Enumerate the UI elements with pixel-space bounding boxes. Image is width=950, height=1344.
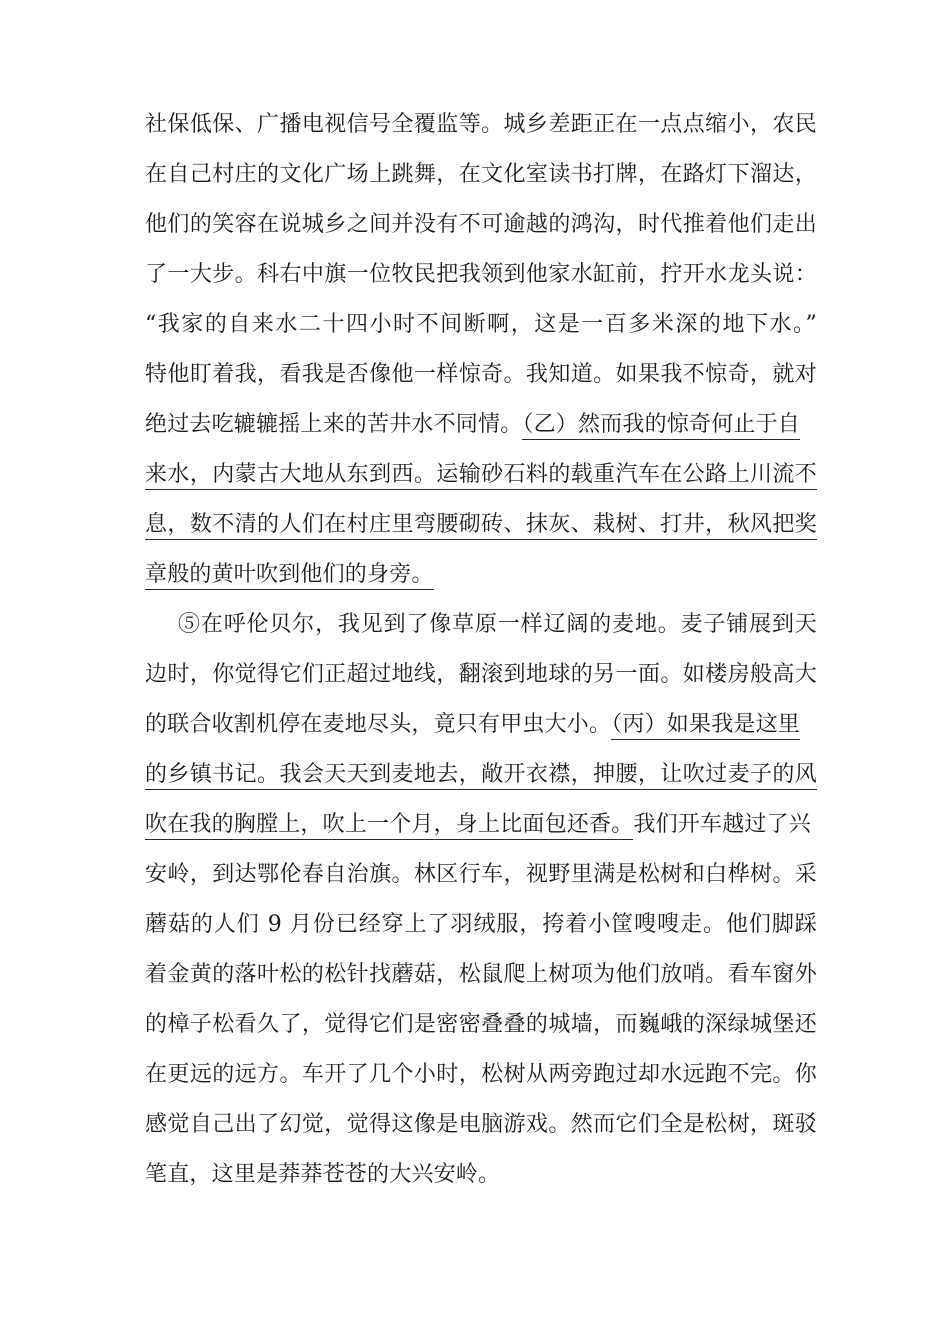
text-line [145, 400, 817, 450]
underlined-passage-bing: 的乡镇书记。我会天天到麦地去，敞开衣襟，抻腰，让吹过麦子的风 [145, 762, 817, 790]
underlined-passage-yi: 章般的黄叶吹到他们的身旁。 [145, 562, 434, 590]
text-line: 在自己村庄的文化广场上跳舞，在文化室读书打牌，在路灯下溜达， [145, 162, 817, 187]
text-line: 笔直，这里是莽莽苍苍的大兴安岭。 [145, 1162, 501, 1187]
text-segment: 的联合收割机停在麦地尽头，竟只有甲虫大小。 [145, 712, 612, 737]
text-line: 他们的笑容在说城乡之间并没有不可逾越的鸿沟，时代推着他们走出 [145, 212, 817, 237]
text-line: “我家的自来水二十四小时不间断啊，这是一百多米深的地下水。” [145, 312, 817, 337]
underlined-passage-yi: 来水，内蒙古大地从东到西。运输砂石料的载重汽车在公路上川流不 [145, 462, 817, 490]
text-segment: 我们开车越过了兴 [633, 812, 812, 837]
text-line: 安岭，到达鄂伦春自治旗。林区行车，视野里满是松树和白桦树。采 [145, 862, 817, 887]
underlined-passage-yi: 息，数不清的人们在村庄里弯腰砌砖、抹灰、栽树、打井，秋风把奖 [145, 512, 817, 540]
text-line: 蘑菇的人们 9 月份已经穿上了羽绒服，挎着小筐嗖嗖走。他们脚踩 [145, 912, 817, 937]
underlined-passage-yi: （乙）然而我的惊奇何止于自 [522, 412, 800, 440]
text-line: ⑤在呼伦贝尔，我见到了像草原一样辽阔的麦地。麦子铺展到天 [178, 612, 817, 637]
text-line: 在更远的远方。车开了几个小时，松树从两旁跑过却水远跑不完。你 [145, 1062, 817, 1087]
text-line: 了一大步。科右中旗一位牧民把我领到他家水缸前，拧开水龙头说： [145, 262, 817, 287]
text-line [145, 500, 817, 550]
underlined-passage-bing: （丙）如果我是这里 [611, 712, 800, 740]
text-line [145, 800, 817, 850]
text-line: 边时，你觉得它们正超过地线，翻滚到地球的另一面。如楼房般高大 [145, 662, 817, 687]
text-line: 特他盯着我，看我是否像他一样惊奇。我知道。如果我不惊奇，就对 [145, 362, 817, 387]
text-line: 的樟子松看久了，觉得它们是密密叠叠的城墙，而巍峨的深绿城堡还 [145, 1012, 817, 1037]
text-line [145, 550, 817, 600]
text-segment: 绝过去吃辘辘摇上来的苦井水不同情。 [145, 412, 523, 437]
text-line [145, 700, 817, 750]
text-line [145, 750, 817, 800]
text-line: 社保低保、广播电视信号全覆监等。城乡差距正在一点点缩小，农民 [145, 112, 817, 137]
text-line [145, 450, 817, 500]
text-line: 着金黄的落叶松的松针找蘑菇，松鼠爬上树项为他们放哨。看车窗外 [145, 962, 817, 987]
text-line: 感觉自己出了幻觉，觉得这像是电脑游戏。然而它们全是松树，斑驳 [145, 1112, 817, 1137]
document-page [145, 100, 817, 1200]
underlined-passage-bing: 吹在我的胸膛上，吹上一个月，身上比面包还香。 [145, 812, 633, 840]
